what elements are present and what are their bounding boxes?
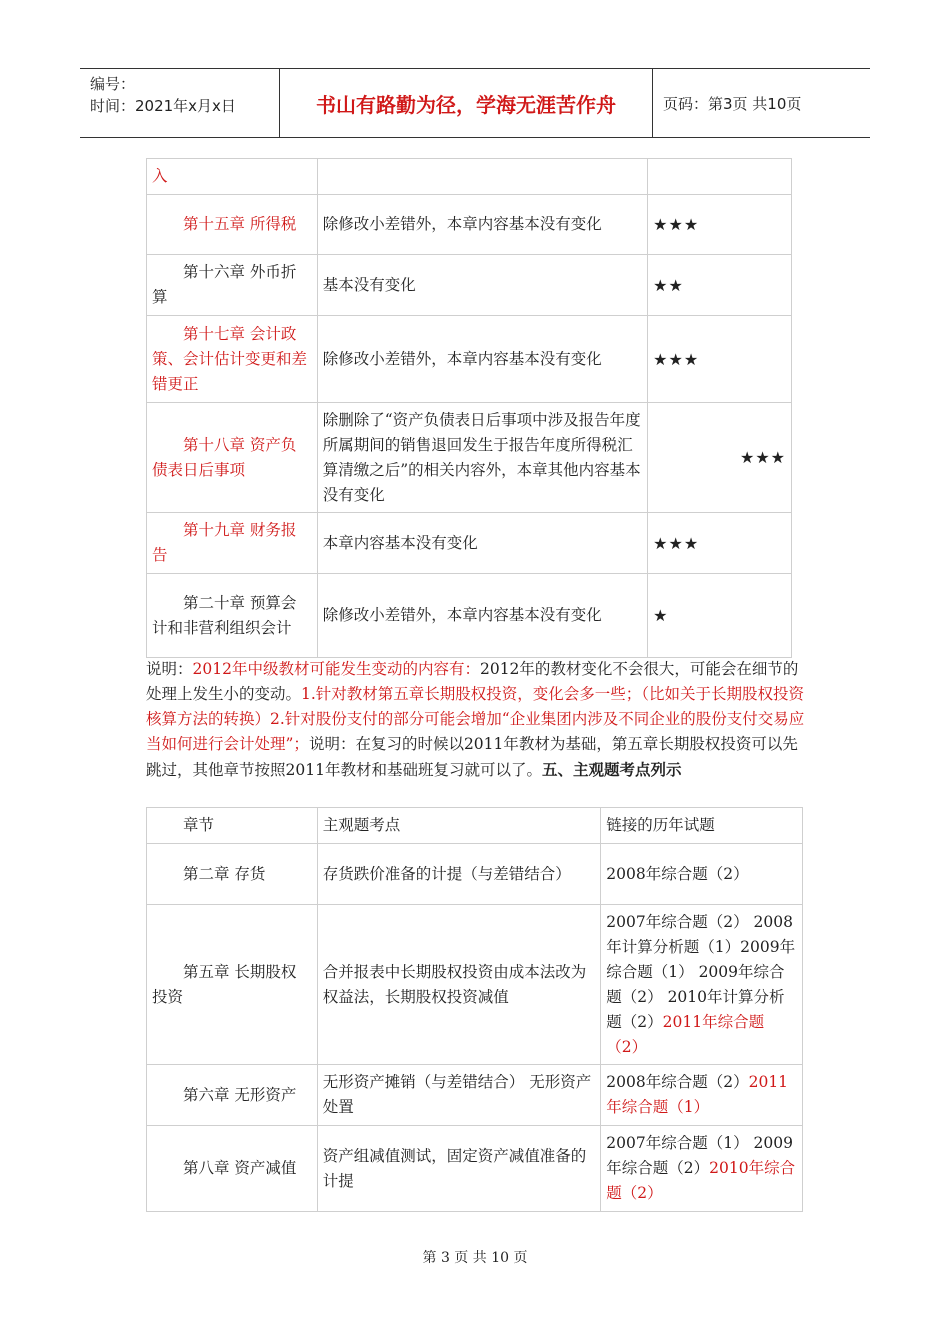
- change-cell: [317, 159, 647, 195]
- page-header: [80, 68, 870, 138]
- stars-cell: ★★: [648, 255, 792, 316]
- page-label: 页码：第3页 共10页: [663, 94, 802, 113]
- table-row: [147, 159, 792, 195]
- point-cell: 无形资产摊销（与差错结合） 无形资产处置: [317, 1065, 601, 1126]
- stars-cell: [648, 159, 792, 195]
- exam-cell: [601, 844, 803, 905]
- chapter-cell: 第十五章 所得税: [147, 195, 318, 255]
- header-chapter: 章节: [147, 808, 318, 844]
- point-cell: 合并报表中长期股权投资由成本法改为权益法，长期股权投资减值: [317, 905, 601, 1065]
- stars-cell: ★★★: [648, 513, 792, 574]
- table-row: [147, 195, 792, 255]
- change-cell: 除修改小差错外，本章内容基本没有变化: [317, 574, 647, 658]
- header-point: 主观题考点: [317, 808, 601, 844]
- change-cell: 除修改小差错外，本章内容基本没有变化: [317, 316, 647, 403]
- point-cell: 资产组减值测试，固定资产减值准备的计提: [317, 1126, 601, 1212]
- number-label: 编号：: [90, 75, 136, 93]
- chapter-cell: 第二十章 预算会计和非营利组织会计: [147, 574, 318, 658]
- header-left: [80, 69, 280, 137]
- note-advice: 说明：在复习的时候以2011年教材为基础，第五章长期股权投资可以先跳过，其他章节按照2011年教材和基础班复习就可以了。: [146, 735, 798, 779]
- change-cell: 基本没有变化: [317, 255, 647, 316]
- note-heading: 2012年中级教材可能发生变动的内容有：: [192, 660, 480, 678]
- table-row: [147, 905, 803, 1065]
- chapter-cell: 第八章 资产减值: [147, 1126, 318, 1212]
- chapter-cell: 第十七章 会计政策、会计估计变更和差错更正: [147, 316, 318, 403]
- change-cell: 除删除了“资产负债表日后事项中涉及报告年度所属期间的销售退回发生于报告年度所得税汇算清缴之后”的相关内容外，本章其他内容基本没有变化: [317, 403, 647, 513]
- note-summary: 2012年的教材变化不会很大，可能会在细节的处理上发生小的变动。: [146, 660, 799, 703]
- chapter-cell: 第六章 无形资产: [147, 1065, 318, 1126]
- exam-text: 2008年综合题（2）: [606, 864, 749, 883]
- chapter-cell: 第十八章 资产负债表日后事项: [147, 403, 318, 513]
- chapter-cell: 第二章 存货: [147, 844, 318, 905]
- exam-text-red: 2011年综合题（2）: [606, 1012, 765, 1056]
- exam-text-red: 2011年综合题（1）: [606, 1073, 789, 1116]
- change-cell: 本章内容基本没有变化: [317, 513, 647, 574]
- chapter-cell: 第十九章 财务报告: [147, 513, 318, 574]
- stars-cell: ★★★: [648, 403, 792, 513]
- table-row: [147, 316, 792, 403]
- note-label: 说明：: [146, 660, 193, 678]
- exam-text: 2007年综合题（1） 2009年综合题（2）: [606, 1134, 793, 1177]
- stars-cell: ★: [648, 574, 792, 658]
- note-paragraph: [146, 657, 806, 783]
- section-heading: 五、主观题考点列示: [541, 760, 682, 779]
- change-cell: 除修改小差错外，本章内容基本没有变化: [317, 195, 647, 255]
- chapter-cell: 第十六章 外币折算: [147, 255, 318, 316]
- point-cell: 存货跌价准备的计提（与差错结合）: [317, 844, 601, 905]
- table-row: [147, 844, 803, 905]
- chapter-change-table: [146, 158, 792, 658]
- table-row: [147, 403, 792, 513]
- table-row: [147, 1126, 803, 1212]
- table-row: [147, 255, 792, 316]
- motto: 书山有路勤为径，学海无涯苦作舟: [280, 69, 653, 137]
- table-header-row: [147, 808, 803, 844]
- page-footer: 第 3 页 共 10 页: [422, 1250, 528, 1266]
- table-row: [147, 513, 792, 574]
- date-label: 时间：2021年x月x日: [90, 97, 236, 115]
- chapter-cell: 入: [147, 159, 318, 195]
- subjective-points-table: [146, 807, 803, 1212]
- table-row: [147, 574, 792, 658]
- chapter-cell: 第五章 长期股权投资: [147, 905, 318, 1065]
- header-exam: 链接的历年试题: [601, 808, 803, 844]
- exam-cell: [601, 1126, 803, 1212]
- stars-cell: ★★★: [648, 195, 792, 255]
- exam-text: 2007年综合题（2） 2008年计算分析题（1）2009年综合题（1） 2009年综合题（2） 2010年计算分析题（2）: [606, 912, 796, 1031]
- exam-cell: [601, 905, 803, 1065]
- note-detail: 1.针对教材第五章长期股权投资，变化会多一些；（比如关于长期股权投资核算方法的转换）2.针对股份支付的部分可能会增加“企业集团内涉及不同企业的股份支付交易应当如何进行会计处理”；: [146, 685, 805, 753]
- exam-cell: [601, 1065, 803, 1126]
- stars-cell: ★★★: [648, 316, 792, 403]
- exam-text: 2008年综合题（2）: [606, 1073, 749, 1091]
- table-row: [147, 1065, 803, 1126]
- exam-text-red: 2010年综合题（2）: [606, 1159, 796, 1202]
